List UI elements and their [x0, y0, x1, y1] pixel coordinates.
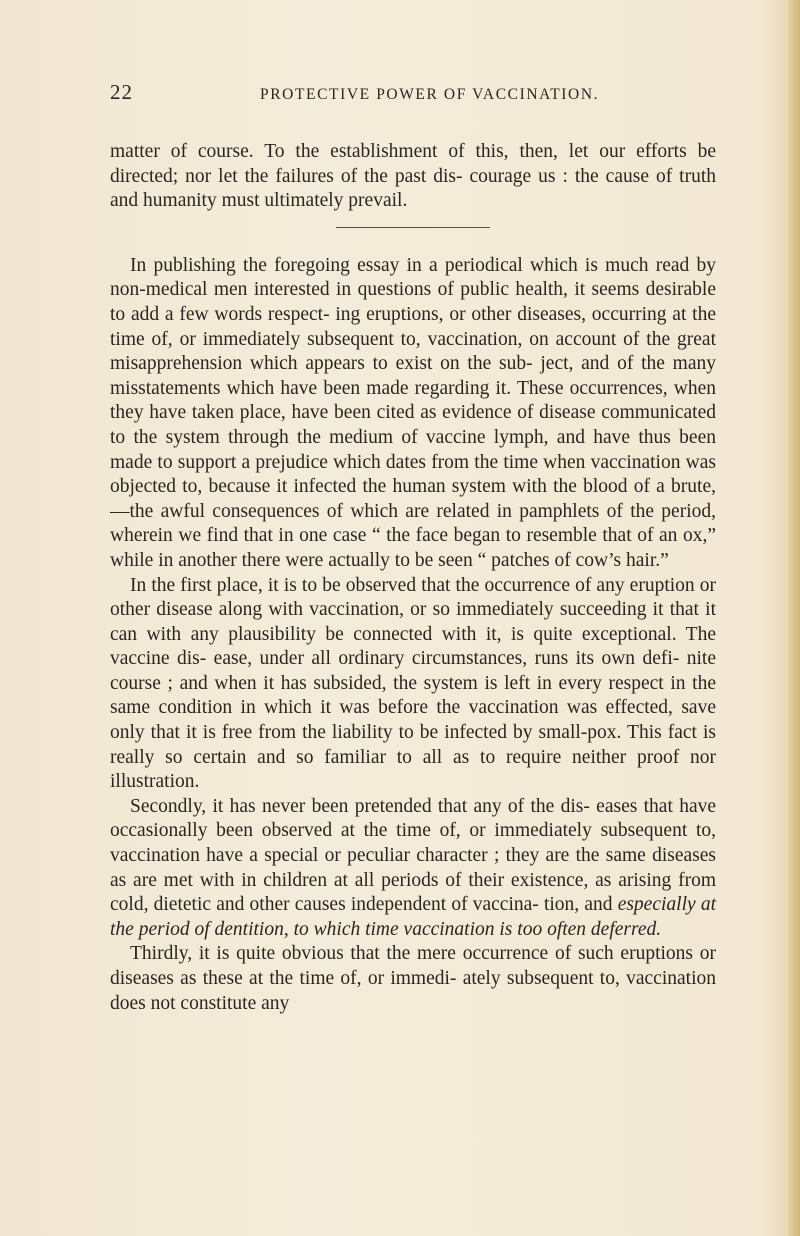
- page-edge: [788, 0, 800, 1236]
- paragraph-introduction: In publishing the foregoing essay in a periodical which is much read by non-medical men interested in questions of public health, it seems desirable to add a few words respect- ing eruptions, or other diseases, occurring at the time of, or immediately subsequent to, vaccination, on account of the great misapprehension which appears to exist on the sub- ject, and of the many misstatements which have been made regarding it. These occurrences, when they have taken place, have been cited as evidence of disease communicated to the system through the medium of vaccine lymph, and have thus been made to support a prejudice which dates from the time when vaccination was objected to, because it infected the human system with the blood of a brute,—the awful consequences of which are related in pamphlets of the period, wherein we find that in one case “ the face began to resemble that of an ox,” while in another there were actually to be seen “ patches of cow’s hair.”: [110, 254, 716, 571]
- paragraph-thirdly: Thirdly, it is quite obvious that the mere occurrence of such eruptions or diseases as these at the time of, or immedi- ately subsequent to, vaccination does not constitute any: [110, 943, 716, 1014]
- paragraph-secondly-text: Secondly, it has never been pretended that any of the dis- eases that have occasionally been observed at the time of, or immediately subsequent to, vaccination have a special or peculiar character ; they are the same diseases as are met with in children at all periods of their existence, as arising from cold, dietetic and other causes independent of vaccina- tion, and: [110, 795, 716, 916]
- body-text: [110, 140, 716, 1016]
- page-number: 22: [110, 80, 133, 104]
- running-title: PROTECTIVE POWER OF VACCINATION.: [260, 86, 600, 103]
- paragraph-secondly: [110, 795, 716, 943]
- paragraph-first-place: In the first place, it is to be observed that the occurrence of any eruption or other disease along with vaccination, or so immediately succeeding it that it can with any plausibility be connected with it, is quite exceptional. The vaccine dis- ease, under all ordinary circumstances, runs its own defi- nite course ; and when it has subsided, the system is left in every respect in the same condition in which it was before the vaccination was effected, save only that it is free from the liability to be infected by small-pox. This fact is really so certain and so familiar to all as to require neither proof nor illustration.: [110, 574, 716, 793]
- section-divider: [336, 227, 490, 228]
- paragraph-continuation: matter of course. To the establishment of this, then, let our efforts be directed; nor let the failures of the past dis- courage us : the cause of truth and humanity must ultimately prevail.: [110, 141, 716, 212]
- paragraph-secondly-italic: especially at the period of dentition, to which time vaccination is too often deferred.: [110, 894, 716, 940]
- page-header: [110, 80, 716, 116]
